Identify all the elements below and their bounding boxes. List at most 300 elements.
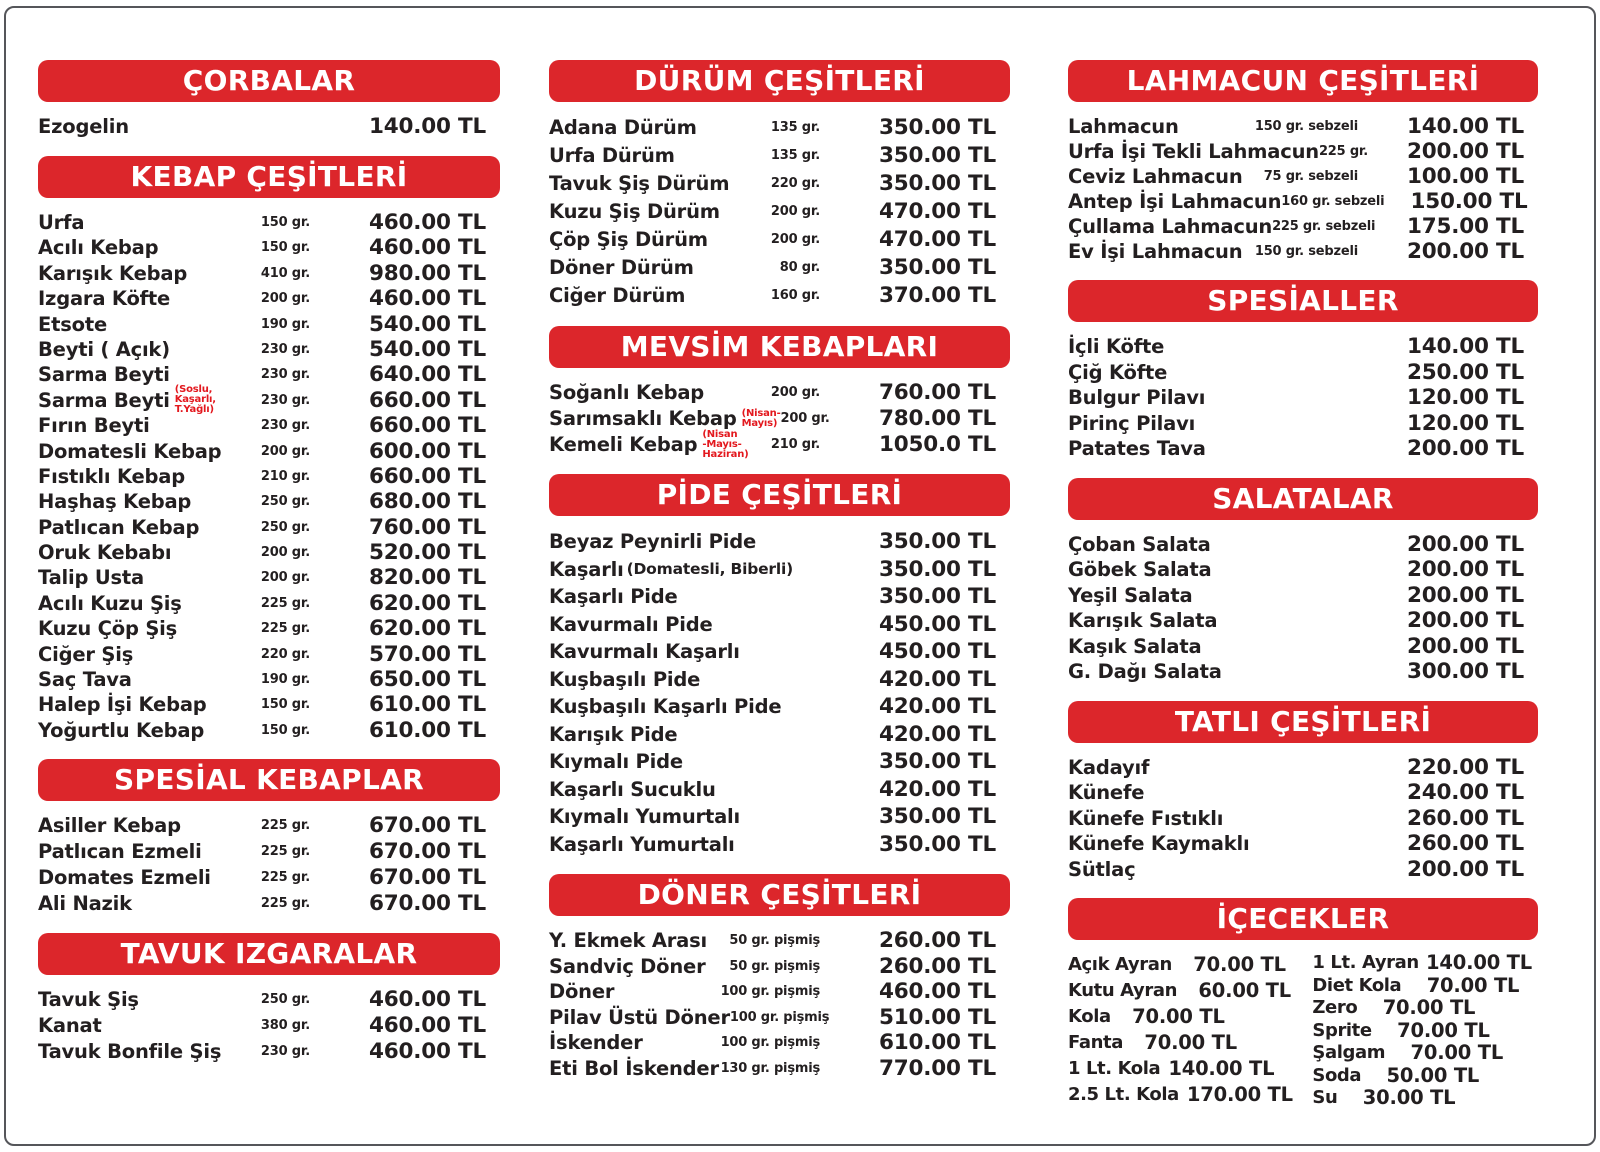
item-name: Pilav Üstü Döner — [549, 1005, 730, 1029]
menu-item-row — [549, 282, 1010, 310]
item-name: Fanta — [1068, 1032, 1123, 1053]
item-grams: 200 gr. — [260, 443, 310, 459]
item-price: 30.00 TL — [1362, 1086, 1456, 1109]
item-name: Şalgam — [1312, 1042, 1386, 1063]
item-name: Çullama Lahmacun — [1068, 215, 1273, 238]
menu-item-row — [1068, 952, 1312, 978]
item-name: Ceviz Lahmacun — [1068, 165, 1243, 188]
item-price: 350.00 TL — [878, 749, 996, 774]
item-name: Kadayıf — [1068, 755, 1150, 779]
item-price: 460.00 TL — [368, 1013, 486, 1039]
item-name: Çoban Salata — [1068, 532, 1211, 556]
item-price: 470.00 TL — [878, 199, 996, 224]
item-name: Halep İşi Kebap — [38, 693, 207, 717]
item-name: Ali Nazik — [38, 892, 132, 916]
item-price: 200.00 TL — [1406, 856, 1524, 882]
item-price: 460.00 TL — [368, 286, 486, 312]
item-grams: 190 gr. — [260, 672, 310, 688]
menu-item-row — [1068, 164, 1538, 189]
item-price: 420.00 TL — [878, 721, 996, 747]
section-header-pide: PİDE ÇEŞİTLERİ — [549, 474, 1010, 516]
item-price: 260.00 TL — [878, 928, 996, 953]
item-grams: 230 gr. — [260, 367, 310, 383]
item-name: Tavuk Şiş — [38, 988, 139, 1012]
menu-item-row — [549, 748, 1010, 776]
item-name: Domates Ezmeli — [38, 866, 211, 890]
item-price: 760.00 TL — [368, 514, 486, 540]
item-price: 680.00 TL — [368, 489, 486, 515]
item-name: Kuzu Çöp Şiş — [38, 617, 178, 641]
item-name: Kaşarlı Yumurtalı — [549, 832, 735, 856]
item-price: 200.00 TL — [1406, 633, 1524, 659]
item-name: Yoğurtlu Kebap — [38, 718, 205, 742]
item-grams: 190 gr. — [260, 316, 310, 332]
item-grams: 225 gr. — [260, 621, 310, 637]
item-name: Acılı Kuzu Şiş — [38, 591, 182, 615]
item-name: Diet Kola — [1312, 974, 1402, 996]
item-price: 150.00 TL — [1410, 189, 1528, 214]
item-grams: 160 gr. — [770, 288, 820, 303]
item-name: Künefe — [1068, 781, 1145, 804]
item-grams: 100 gr. pişmiş — [720, 1035, 820, 1050]
item-price: 460.00 TL — [368, 1039, 486, 1065]
section-header-corbalar: ÇORBALAR — [38, 60, 500, 102]
item-price: 780.00 TL — [878, 406, 996, 431]
item-name: Bulgur Pilavı — [1068, 386, 1206, 409]
menu-item-row — [549, 928, 1010, 954]
item-price: 100.00 TL — [1406, 164, 1524, 189]
item-grams: 160 gr. sebzeli — [1281, 194, 1385, 209]
item-grams: 200 gr. — [260, 291, 310, 307]
item-name: Fırın Beyti — [38, 414, 150, 438]
section-header-lahmacun: LAHMACUN ÇEŞİTLERİ — [1068, 60, 1538, 102]
item-grams: 150 gr. — [260, 240, 310, 256]
menu-item-row — [38, 839, 500, 865]
item-price: 1050.0 TL — [878, 432, 996, 457]
item-name: Açık Ayran — [1068, 954, 1172, 975]
section-tavuk — [38, 933, 500, 1065]
menu-item-row — [38, 114, 500, 140]
menu-item-row — [38, 439, 500, 464]
menu-item-row — [549, 979, 1010, 1005]
item-price: 660.00 TL — [368, 413, 486, 439]
item-price: 70.00 TL — [1410, 1041, 1504, 1064]
menu-item-row — [1068, 189, 1538, 214]
menu-item-row — [1068, 659, 1538, 685]
item-name: Sarımsaklı Kebap — [549, 407, 737, 430]
item-name: Kaşarlı Sucuklu — [549, 777, 716, 801]
item-price: 460.00 TL — [368, 235, 486, 261]
item-note-line: (Soslu, — [174, 384, 213, 396]
item-price: 260.00 TL — [878, 953, 996, 979]
item-name: Ciğer Şiş — [38, 642, 134, 666]
item-grams: 150 gr. — [260, 722, 310, 738]
item-grams: 200 gr. — [770, 385, 820, 400]
item-name: Sütlaç — [1068, 857, 1136, 881]
menu-item-row — [38, 616, 500, 641]
item-name: Zero — [1312, 997, 1358, 1018]
item-price: 350.00 TL — [878, 171, 996, 196]
menu-item-row — [1068, 978, 1312, 1004]
menu-item-row — [38, 891, 500, 917]
item-name: Acılı Kebap — [38, 236, 159, 260]
item-grams: 210 gr. — [770, 437, 820, 452]
menu-item-row — [1312, 1020, 1538, 1043]
item-name: Ev İşi Lahmacun — [1068, 240, 1243, 263]
item-name: Soğanlı Kebap — [549, 381, 705, 404]
item-grams: 75 gr. sebzeli — [1263, 169, 1358, 184]
item-note-line: T.Yağlı) — [174, 404, 214, 416]
menu-item-row — [1068, 214, 1538, 239]
menu-item-row — [38, 1039, 500, 1065]
item-note — [627, 556, 793, 584]
menu-item-row — [1068, 634, 1538, 660]
item-grams: 150 gr. sebzeli — [1254, 244, 1358, 259]
section-tatli — [1068, 701, 1538, 883]
item-name: Kuşbaşılı Kaşarlı Pide — [549, 695, 782, 718]
item-name: 1 Lt. Kola — [1068, 1058, 1161, 1079]
item-price: 120.00 TL — [1406, 385, 1524, 410]
menu-item-row — [1068, 436, 1538, 462]
item-price: 660.00 TL — [368, 463, 486, 489]
menu-item-row — [549, 528, 1010, 556]
drinks-column-right — [1312, 952, 1538, 1110]
menu-item-row — [38, 692, 500, 717]
item-price: 350.00 TL — [878, 255, 996, 280]
item-grams: 230 gr. — [260, 341, 310, 357]
section-header-kebap: KEBAP ÇEŞİTLERİ — [38, 156, 500, 198]
menu-item-row — [549, 142, 1010, 170]
item-name: Y. Ekmek Arası — [549, 929, 708, 952]
item-price: 350.00 TL — [878, 143, 996, 168]
item-price: 140.00 TL — [1406, 334, 1524, 359]
item-price: 570.00 TL — [368, 641, 486, 667]
item-grams: 250 gr. — [260, 494, 310, 510]
menu-item-row — [1068, 583, 1538, 609]
menu-item-row — [1312, 997, 1538, 1020]
menu-item-row — [549, 380, 1010, 406]
section-lahmacun — [1068, 60, 1538, 264]
section-header-tavuk: TAVUK IZGARALAR — [38, 933, 500, 975]
item-name: Adana Dürüm — [549, 116, 697, 139]
item-price: 140.00 TL — [368, 114, 486, 139]
item-price: 540.00 TL — [368, 311, 486, 337]
item-note-line: Kaşarlı, — [174, 394, 216, 406]
menu-item-row — [1068, 1056, 1312, 1082]
menu-item-row — [549, 556, 1010, 584]
item-grams: 380 gr. — [260, 1018, 310, 1034]
item-price: 260.00 TL — [1406, 805, 1524, 831]
item-price: 350.00 TL — [878, 529, 996, 554]
menu-item-row — [549, 1030, 1010, 1056]
menu-item-row — [1068, 857, 1538, 883]
item-price: 200.00 TL — [1406, 608, 1524, 633]
item-price: 610.00 TL — [368, 692, 486, 718]
section-kebap — [38, 156, 500, 743]
item-price: 200.00 TL — [1406, 139, 1524, 164]
menu-item-row — [38, 210, 500, 235]
item-note — [702, 430, 748, 460]
item-name: Asiller Kebap — [38, 814, 181, 838]
menu-column-2 — [549, 60, 1010, 1081]
item-name: Çiğ Köfte — [1068, 360, 1168, 384]
item-grams: 80 gr. — [779, 260, 820, 275]
item-name: Patlıcan Ezmeli — [38, 840, 202, 864]
item-grams: 230 gr. — [260, 392, 310, 408]
item-name: 2.5 Lt. Kola — [1068, 1084, 1179, 1105]
menu-item-row — [38, 987, 500, 1013]
menu-column-3 — [1068, 60, 1538, 1110]
item-price: 620.00 TL — [368, 590, 486, 616]
menu-item-row — [549, 693, 1010, 721]
menu-item-row — [1068, 239, 1538, 264]
menu-item-row — [38, 489, 500, 514]
item-name: Kutu Ayran — [1068, 980, 1177, 1001]
item-price: 120.00 TL — [1406, 410, 1524, 436]
menu-item-row — [38, 667, 500, 692]
item-price: 460.00 TL — [368, 210, 486, 235]
item-grams: 130 gr. pişmiş — [720, 1060, 820, 1076]
menu-item-row — [38, 235, 500, 260]
menu-item-row — [38, 286, 500, 311]
item-note-line: Mayıs) — [741, 418, 778, 429]
item-name: Kanat — [38, 1014, 102, 1038]
item-price: 770.00 TL — [878, 1055, 996, 1081]
item-price: 420.00 TL — [878, 666, 996, 692]
menu-item-row — [549, 638, 1010, 666]
item-price: 610.00 TL — [368, 717, 486, 743]
item-price: 450.00 TL — [878, 639, 996, 664]
item-grams: 100 gr. pişmiş — [720, 984, 820, 999]
section-header-tatli: TATLI ÇEŞİTLERİ — [1068, 701, 1538, 743]
menu-item-row — [1068, 608, 1538, 634]
menu-item-row — [1312, 952, 1538, 975]
item-name: Fıstıklı Kebap — [38, 464, 186, 488]
menu-item-row — [1068, 1004, 1312, 1030]
item-price: 200.00 TL — [1406, 582, 1524, 608]
item-price: 600.00 TL — [368, 438, 486, 464]
item-price: 350.00 TL — [878, 584, 996, 609]
item-price: 370.00 TL — [878, 283, 996, 308]
item-price: 470.00 TL — [878, 227, 996, 252]
item-note-line: -Mayıs- — [702, 439, 742, 450]
item-price: 820.00 TL — [368, 565, 486, 591]
item-price: 540.00 TL — [368, 336, 486, 362]
item-name: Kuşbaşılı Pide — [549, 667, 701, 691]
menu-item-row — [1312, 1087, 1538, 1110]
menu-item-row — [38, 261, 500, 286]
item-name: 1 Lt. Ayran — [1312, 952, 1419, 973]
item-grams: 150 gr. — [260, 697, 310, 713]
menu-item-row — [1068, 1030, 1312, 1056]
item-name: Haşhaş Kebap — [38, 490, 192, 514]
section-header-doner: DÖNER ÇEŞİTLERİ — [549, 874, 1010, 916]
item-grams: 100 gr. pişmiş — [729, 1009, 830, 1025]
item-name: Patates Tava — [1068, 437, 1206, 460]
menu-item-row — [549, 254, 1010, 282]
item-name: Karışık Pide — [549, 722, 678, 746]
item-grams: 225 gr. — [260, 844, 310, 860]
item-price: 70.00 TL — [1193, 953, 1286, 976]
item-grams: 200 gr. — [770, 232, 820, 247]
item-name: Beyaz Peynirli Pide — [549, 530, 757, 553]
item-grams: 150 gr. sebzeli — [1254, 119, 1358, 134]
item-grams: 210 gr. — [260, 468, 310, 484]
item-name: Urfa İşi Tekli Lahmacun — [1068, 140, 1319, 163]
item-name: Göbek Salata — [1068, 558, 1212, 581]
item-name: Lahmacun — [1068, 115, 1179, 138]
item-name: Ezogelin — [38, 115, 129, 138]
item-price: 200.00 TL — [1406, 239, 1524, 264]
item-name: Kavurmalı Pide — [549, 612, 713, 636]
menu-item-row — [38, 540, 500, 565]
item-grams: 250 gr. — [260, 992, 310, 1008]
item-name: Kavurmalı Kaşarlı — [549, 640, 740, 663]
menu-item-row — [549, 1005, 1010, 1031]
menu-item-row — [549, 831, 1010, 859]
item-name: Döner — [549, 980, 615, 1003]
item-grams: 225 gr. sebzeli — [1272, 219, 1376, 234]
item-grams: 250 gr. — [260, 519, 310, 535]
item-name: Kola — [1068, 1006, 1111, 1027]
item-note — [175, 385, 216, 415]
menu-item-row — [549, 114, 1010, 142]
item-name: Patlıcan Kebap — [38, 515, 200, 539]
item-name: Antep İşi Lahmacun — [1068, 190, 1282, 213]
item-name: Oruk Kebabı — [38, 541, 172, 565]
item-name: Ciğer Dürüm — [549, 284, 686, 307]
item-name: Döner Dürüm — [549, 256, 694, 279]
item-price: 460.00 TL — [368, 987, 486, 1013]
menu-item-row — [1068, 334, 1538, 360]
menu-item-row — [1068, 411, 1538, 437]
section-header-salatalar: SALATALAR — [1068, 478, 1538, 520]
menu-item-row — [549, 666, 1010, 694]
menu-column-1 — [38, 60, 500, 1065]
item-name: Künefe Fıstıklı — [1068, 806, 1224, 830]
menu-item-row — [38, 362, 500, 387]
menu-item-row — [549, 954, 1010, 980]
section-icecekler — [1068, 898, 1538, 1110]
item-price: 250.00 TL — [1406, 359, 1524, 385]
menu-item-row — [1068, 831, 1538, 857]
item-name: Eti Bol İskender — [549, 1056, 719, 1080]
item-name: Karışık Salata — [1068, 609, 1218, 632]
menu-item-row — [1068, 806, 1538, 832]
item-price: 350.00 TL — [878, 804, 996, 829]
section-doner — [549, 874, 1010, 1081]
item-name: Karışık Kebap — [38, 261, 188, 285]
item-grams: 50 gr. pişmiş — [729, 958, 820, 974]
item-price: 200.00 TL — [1406, 557, 1524, 582]
item-name: Künefe Kaymaklı — [1068, 832, 1250, 855]
item-price: 170.00 TL — [1186, 1083, 1293, 1106]
item-name: Urfa — [38, 211, 85, 234]
item-price: 610.00 TL — [878, 1030, 996, 1055]
item-grams: 200 gr. — [260, 570, 310, 586]
drinks-column-left — [1068, 952, 1312, 1110]
section-header-spesialler: SPESİALLER — [1068, 280, 1538, 322]
item-price: 520.00 TL — [368, 540, 486, 566]
menu-item-row — [1068, 557, 1538, 583]
item-price: 220.00 TL — [1406, 754, 1524, 780]
menu-item-row — [38, 642, 500, 667]
item-name: Tavuk Şiş Dürüm — [549, 172, 730, 195]
item-price: 70.00 TL — [1382, 996, 1476, 1019]
item-price: 670.00 TL — [368, 813, 486, 839]
menu-item-row — [1068, 114, 1538, 139]
menu-item-row — [549, 611, 1010, 639]
menu-item-row — [1068, 780, 1538, 806]
item-name: Kemeli Kebap — [549, 433, 698, 456]
item-grams: 230 gr. — [260, 1044, 310, 1060]
item-price: 460.00 TL — [878, 979, 996, 1004]
item-name: Soda — [1312, 1064, 1362, 1086]
item-price: 260.00 TL — [1406, 831, 1524, 856]
section-spesial-kebaplar — [38, 759, 500, 917]
item-price: 620.00 TL — [368, 616, 486, 642]
item-name: Urfa Dürüm — [549, 144, 675, 167]
item-price: 60.00 TL — [1198, 979, 1291, 1002]
item-grams: 225 gr. — [260, 870, 310, 886]
item-price: 670.00 TL — [368, 865, 486, 891]
item-name: Talip Usta — [38, 566, 144, 590]
item-note-line: Haziran) — [702, 449, 749, 460]
item-note — [742, 409, 781, 429]
item-name: İskender — [549, 1031, 643, 1054]
menu-item-row — [549, 583, 1010, 611]
item-price: 140.00 TL — [1406, 114, 1524, 139]
section-header-mevsim: MEVSİM KEBAPLARI — [549, 326, 1010, 368]
menu-item-row — [1312, 975, 1538, 998]
menu-item-row — [549, 776, 1010, 804]
item-grams: 200 gr. — [770, 204, 820, 219]
item-name: Kaşarlı Pide — [549, 585, 678, 608]
item-name: İçli Köfte — [1068, 335, 1165, 358]
menu-item-row — [549, 198, 1010, 226]
item-price: 200.00 TL — [1406, 531, 1524, 557]
menu-page — [4, 6, 1596, 1146]
menu-item-row — [38, 464, 500, 489]
section-pide — [549, 474, 1010, 858]
menu-item-row — [1068, 1082, 1312, 1108]
item-price: 300.00 TL — [1406, 659, 1524, 684]
item-grams: 135 gr. — [770, 148, 820, 163]
item-name: Yeşil Salata — [1068, 583, 1193, 607]
item-price: 670.00 TL — [368, 839, 486, 865]
menu-item-row — [1312, 1042, 1538, 1065]
item-price: 760.00 TL — [878, 380, 996, 405]
item-price: 650.00 TL — [368, 667, 486, 693]
item-price: 175.00 TL — [1406, 214, 1524, 239]
item-price: 980.00 TL — [368, 260, 486, 286]
menu-item-row — [38, 413, 500, 438]
menu-item-row — [38, 813, 500, 839]
item-name: Pirinç Pilavı — [1068, 411, 1196, 435]
item-note-line: (Nisan- — [741, 408, 781, 419]
item-name: Kıymalı Pide — [549, 750, 683, 773]
item-name: Sarma Beyti — [38, 363, 170, 387]
item-price: 510.00 TL — [878, 1004, 996, 1030]
section-header-durum: DÜRÜM ÇEŞİTLERİ — [549, 60, 1010, 102]
item-price: 70.00 TL — [1426, 973, 1520, 997]
menu-item-row — [549, 226, 1010, 254]
menu-item-row — [1068, 532, 1538, 558]
menu-item-row — [38, 384, 500, 416]
item-price: 660.00 TL — [368, 387, 486, 413]
item-grams: 410 gr. — [260, 265, 310, 281]
item-grams: 220 gr. — [770, 176, 820, 191]
